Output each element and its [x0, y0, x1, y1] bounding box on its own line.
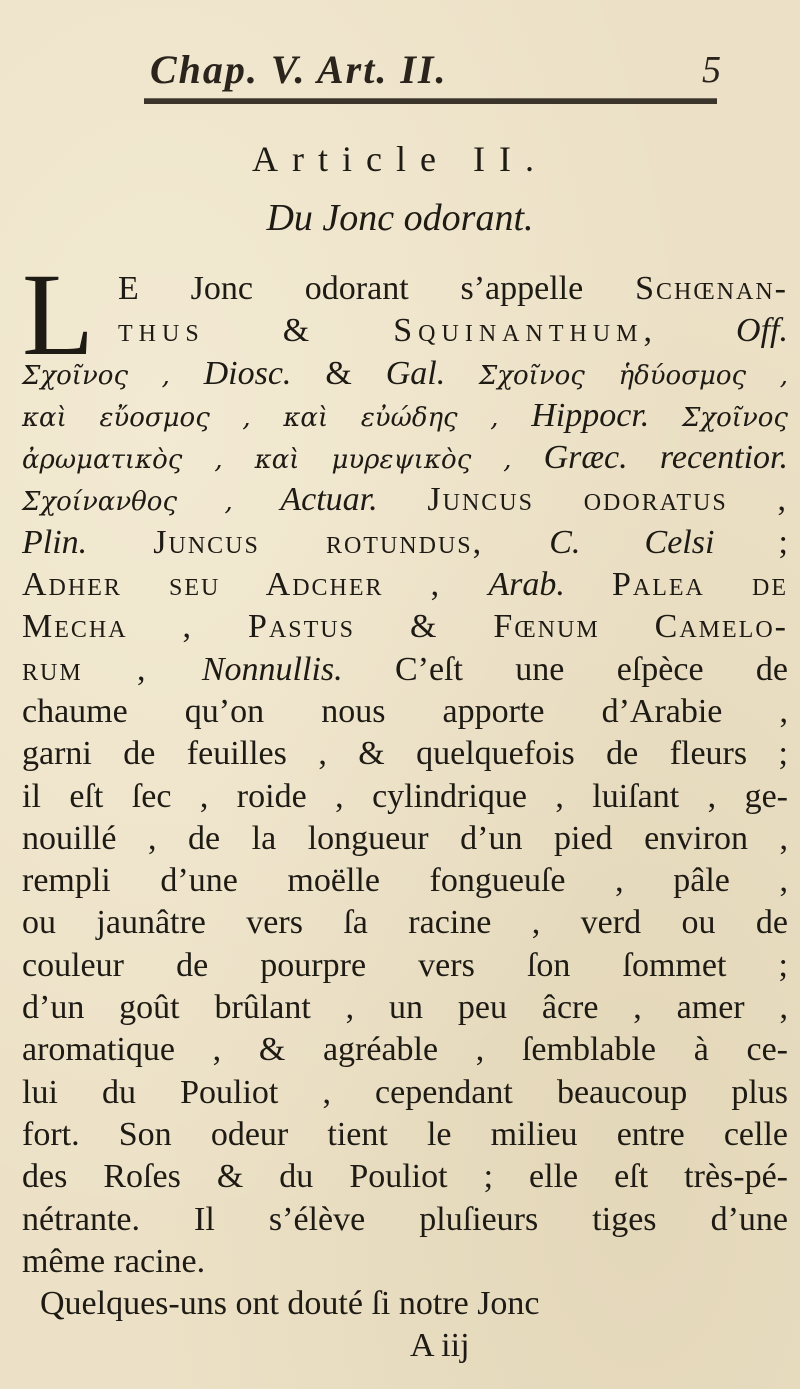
text-line [22, 437, 788, 479]
text-segment: garni de feuilles , & quelquefois de fleurs ; [22, 735, 788, 773]
text-line [22, 987, 788, 1029]
text-line [22, 1114, 788, 1156]
text-segment: d’un goût brûlant , un peu âcre , amer , [22, 989, 788, 1027]
text-line [22, 353, 788, 395]
text-line [22, 860, 788, 902]
text-segment: Adher seu Adcher , [22, 566, 489, 604]
text-segment: Σχοίνανθος , [22, 487, 281, 518]
text-segment: Arab. [488, 566, 565, 604]
body-text [22, 268, 788, 1368]
text-segment: Gal. [385, 354, 446, 392]
text-line [22, 691, 788, 733]
text-line [22, 310, 788, 352]
text-segment: il eſt ſec , roide , cylindrique , luiſant , ge- [22, 777, 788, 815]
paragraph-1 [22, 268, 788, 1283]
text-segment: Σχοῖνος , [22, 360, 204, 391]
text-segment: Juncus odoratus , [377, 481, 788, 519]
text-segment: aromatique , & agréable , ſemblable à ce- [22, 1031, 788, 1069]
text-segment: thus & Squinanthum, [118, 312, 737, 350]
article-subtitle: Du Jonc odorant. [266, 197, 534, 239]
text-segment: chaume qu’on nous apporte d’Arabie , [22, 692, 788, 730]
text-segment: ; [714, 523, 788, 561]
text-line [22, 1241, 788, 1283]
text-segment: Nonnullis. [201, 650, 343, 688]
text-line [22, 522, 788, 564]
text-segment: C. Celsi [549, 523, 715, 561]
text-line [22, 1072, 788, 1114]
text-segment: couleur de pourpre vers ſon ſommet ; [22, 946, 788, 984]
text-segment: Hippocr. [531, 396, 650, 434]
text-segment: Palea de [564, 566, 789, 604]
article-heading: Article II. [252, 139, 548, 179]
text-segment: nouillé , de la longueur d’un pied environ , [22, 819, 788, 857]
text-segment: fort. Son odeur tient le milieu entre celle [22, 1115, 788, 1153]
text-line [22, 945, 788, 987]
page-number: 5 [702, 49, 721, 91]
text-line [22, 606, 788, 648]
text-segment: des Roſes & du Pouliot ; elle eſt très-pé- [22, 1158, 788, 1196]
text-segment: Plin. [22, 523, 88, 561]
text-line [22, 1029, 788, 1071]
text-segment: Juncus rotundus, [87, 523, 550, 561]
text-line [22, 564, 788, 606]
text-segment: Diosc. [203, 354, 292, 392]
text-segment: C’eſt une eſpèce de [342, 650, 788, 688]
running-head: Chap. V. Art. II. [150, 47, 448, 92]
text-segment: Off. [736, 312, 788, 350]
text-line [22, 733, 788, 775]
text-segment: καὶ εὔοσμος , καὶ εὐώδης , [22, 402, 532, 433]
text-segment: nétrante. Il s’élève pluſieurs tiges d’une [22, 1200, 788, 1238]
signature-mark: A iij [410, 1327, 470, 1365]
text-segment: Actuar. [280, 481, 378, 519]
text-line [22, 395, 788, 437]
text-segment: Σχοῖνος ἡδύοσμος , [445, 360, 788, 391]
text-segment: Σχοῖνος [649, 402, 788, 433]
header-rule [144, 98, 717, 104]
text-segment: ou jaunâtre vers ſa racine , verd ou de [22, 904, 788, 942]
text-segment: Mecha , Pastus & Fœnum Camelo- [22, 608, 788, 646]
text-line [22, 1199, 788, 1241]
text-segment: Schœnan- [635, 270, 788, 307]
text-line [22, 649, 788, 691]
text-segment: rempli d’une moëlle fongueuſe , pâle , [22, 862, 788, 900]
text-line [22, 1156, 788, 1198]
text-line [22, 268, 788, 310]
text-line [22, 818, 788, 860]
paragraph-2-first-line: Quelques-uns ont douté ſi notre Jonc [40, 1285, 540, 1323]
text-segment: E Jonc odorant s’appelle [118, 270, 636, 307]
text-segment: rum , [22, 650, 202, 688]
text-line [22, 902, 788, 944]
text-segment: lui du Pouliot , cependant beaucoup plus [22, 1073, 788, 1111]
text-segment: ἀρωματικὸς , καὶ μυρεψικὸς , [22, 445, 544, 476]
text-segment: même racine. [22, 1242, 206, 1280]
text-line [22, 776, 788, 818]
text-segment: & [291, 354, 386, 392]
text-segment: Græc. recentior. [543, 439, 788, 477]
drop-cap: L [22, 249, 95, 380]
text-line [22, 479, 788, 521]
